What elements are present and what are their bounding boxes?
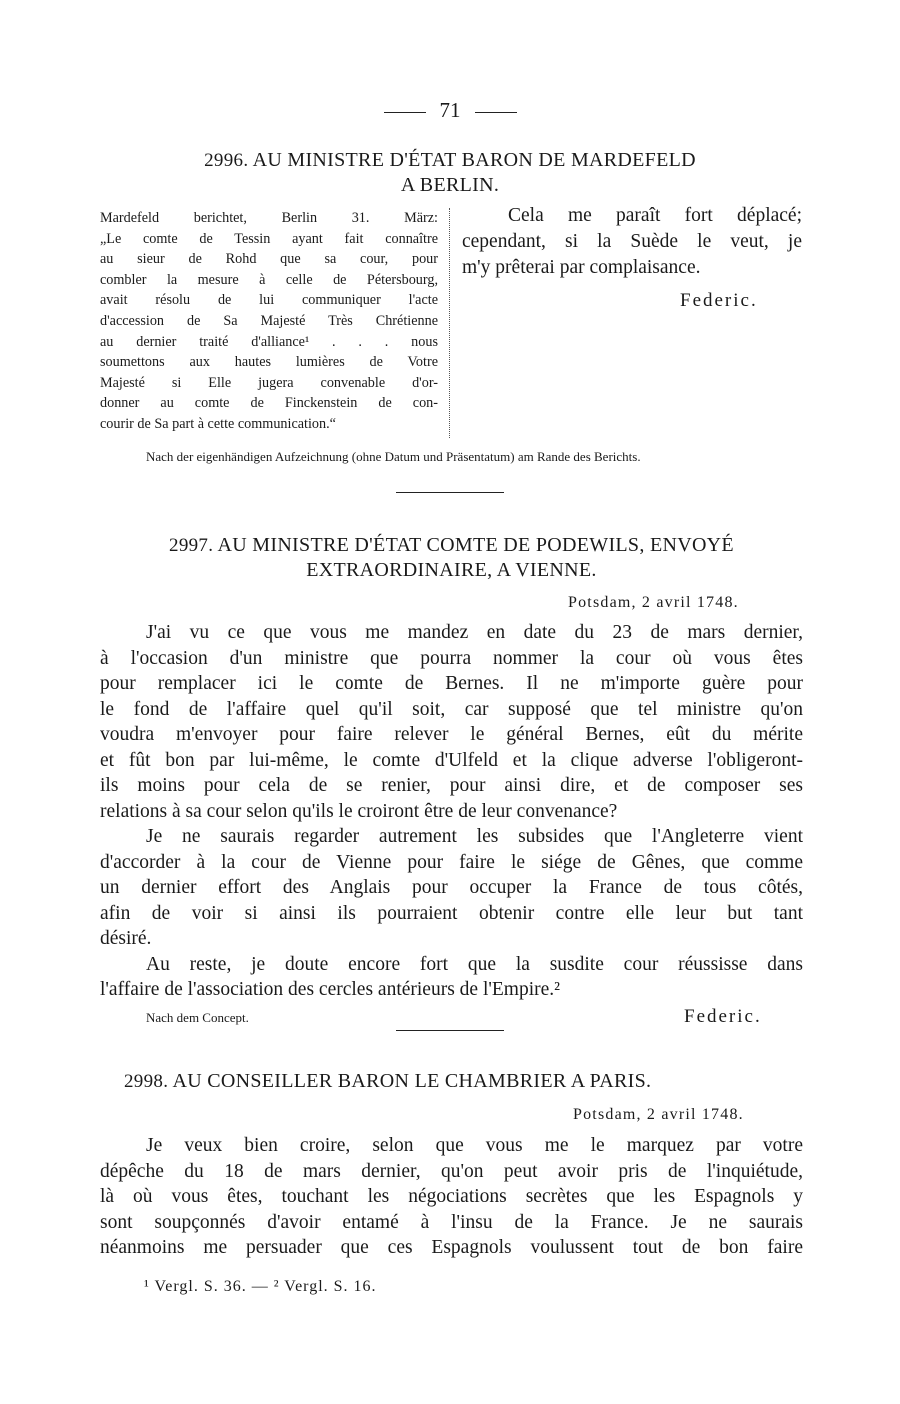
page-number (0, 98, 900, 123)
letter-2997-place: Potsdam, (568, 594, 637, 611)
letter-2996-number: 2996. (204, 150, 249, 171)
report-line: Majesté si Elle jugera convenable d'or- (100, 374, 438, 391)
page-number-dash-right (475, 112, 517, 113)
paragraph (100, 824, 803, 952)
report-line: donner au comte de Finckenstein de con- (100, 395, 438, 412)
letter-2997-heading-line1 (100, 533, 803, 558)
paragraph (100, 1133, 803, 1261)
text-line: le fond de l'affaire quel qu'il soit, car supposé que tel ministre qu'on (100, 698, 803, 720)
letter-2997-number: 2997. (169, 535, 214, 556)
text-line: désiré. (100, 928, 152, 949)
text-line: et fût bon par lui-même, le comte d'Ulfeld et la clique adverse l'obligeront- (100, 749, 803, 771)
column-divider (449, 208, 450, 438)
text-line: voudra m'envoyer pour faire relever le général Bernes, eût du mérite (100, 724, 803, 745)
text-line: sont soupçonnés d'avoir entamé à l'insu de la France. Je ne saurais (100, 1211, 803, 1233)
text-line: un dernier effort des Anglais pour occuper la France de tous côtés, (100, 877, 803, 898)
text-line: J'ai vu ce que vous me mandez en date du 23 de mars dernier, (146, 622, 803, 643)
page-number-text: 71 (439, 98, 461, 122)
paragraph (100, 620, 803, 824)
letter-2998-place: Potsdam, (573, 1106, 642, 1123)
footnotes: ¹ Vergl. S. 36. — ² Vergl. S. 16. (144, 1278, 377, 1295)
text-line: Au reste, je doute encore fort que la susdite cour réussisse dans (146, 953, 803, 975)
text-line: ils moins pour cela de se renier, pour ainsi dire, et de composer ses (100, 775, 803, 796)
text-line: afin de voir si ainsi ils pourraient obtenir contre elle leur but tant (100, 902, 803, 924)
report-line: soumettons aux hautes lumières de Votre (100, 354, 438, 371)
letter-2997-dateline (568, 594, 739, 612)
text-line: pour remplacer ici le comte de Bernes. Il ne m'importe guère pour (100, 673, 803, 694)
section-rule (396, 492, 504, 493)
letter-2996-heading (0, 148, 900, 198)
report-line: au dernier traité d'alliance¹ . . . nous (100, 333, 438, 350)
letter-2998-title: AU CONSEILLER BARON LE CHAMBRIER A PARIS. (172, 1070, 652, 1092)
letter-2998-heading (124, 1069, 651, 1094)
letter-2997-heading-line2: EXTRAORDINAIRE, A VIENNE. (306, 559, 597, 581)
text-line: Je ne saurais regarder autrement les subsides que l'Angleterre vient (146, 826, 803, 847)
letter-2998-date: 2 avril 1748. (646, 1106, 744, 1123)
letter-2997-source-note: Nach dem Concept. (146, 1010, 249, 1025)
letter-2998-number: 2998. (124, 1071, 169, 1092)
report-line: d'accession de Sa Majesté Très Chrétienne (100, 312, 438, 329)
text-line: relations à sa cour selon qu'ils le croiront être de leur convenance? (100, 800, 618, 822)
section-rule (396, 1030, 504, 1031)
report-line: Mardefeld berichtet, Berlin 31. März: (100, 210, 438, 226)
text-line: Je veux bien croire, selon que vous me le marquez par votre (146, 1135, 803, 1156)
text-line: à l'occasion d'un ministre que pourra nommer la cour où vous êtes (100, 647, 803, 669)
letter-2997-title: AU MINISTRE D'ÉTAT COMTE DE PODEWILS, ENVOYÉ (217, 534, 734, 556)
letter-2996-signature: Federic. (680, 290, 758, 311)
letter-2996-reply (462, 203, 802, 281)
letter-2996-heading-line1 (0, 148, 900, 173)
paragraph (100, 952, 803, 1003)
reply-line: cependant, si la Suède le veut, je (462, 231, 802, 252)
report-line: combler la mesure à celle de Pétersbourg, (100, 271, 438, 288)
text-line: d'accorder à la cour de Vienne pour faire le siége de Gênes, que comme (100, 851, 803, 873)
letter-2997-signature: Federic. (684, 1006, 762, 1027)
letter-2998-body (100, 1133, 803, 1261)
report-line: au sieur de Rohd que sa cour, pour (100, 251, 438, 268)
reply-line: m'y prêterai par complaisance. (462, 257, 701, 278)
page-number-dash-left (384, 112, 426, 113)
text-line: néanmoins me persuader que ces Espagnols voulussent tout de bon faire (100, 1237, 803, 1258)
letter-2996-heading-line2: A BERLIN. (400, 174, 500, 196)
letter-2996-title: AU MINISTRE D'ÉTAT BARON DE MARDEFELD (252, 149, 696, 171)
text-line: l'affaire de l'association des cercles antérieurs de l'Empire.² (100, 979, 560, 1000)
text-line: dépêche du 18 de mars dernier, qu'on peut avoir pris de l'inquiétude, (100, 1160, 803, 1182)
letter-2996-source-note: Nach der eigenhändigen Aufzeichnung (ohne Datum und Präsentatum) am Rande des Berichts. (146, 449, 641, 464)
text-line: là où vous êtes, touchant les négociations secrètes que les Espagnols y (100, 1186, 803, 1207)
letter-2996-report (100, 208, 438, 435)
report-line: „Le comte de Tessin ayant fait connaître (100, 230, 438, 247)
letter-2997-body (100, 620, 803, 1003)
report-line: courir de Sa part à cette communication.“ (100, 415, 336, 432)
reply-line: Cela me paraît fort déplacé; (508, 205, 802, 226)
letter-2997-date: 2 avril 1748. (641, 594, 739, 611)
letter-2997-heading (100, 533, 803, 583)
report-line: avait résolu de lui communiquer l'acte (100, 292, 438, 309)
letter-2998-dateline (573, 1106, 744, 1124)
